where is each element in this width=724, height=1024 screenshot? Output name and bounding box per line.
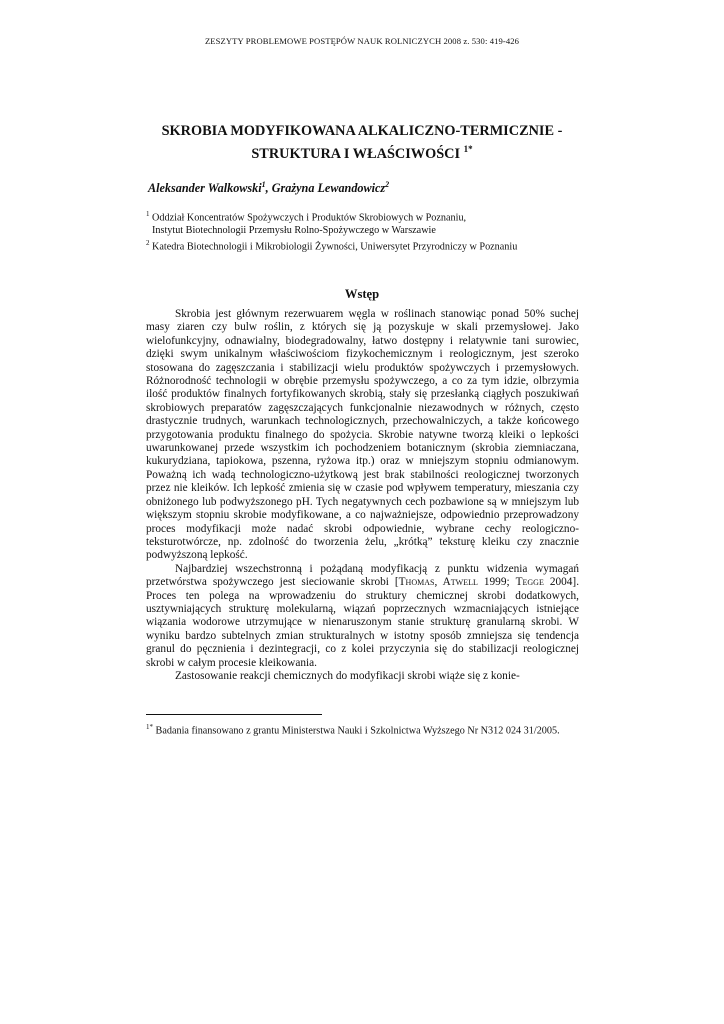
author-name: Aleksander Walkowski (148, 181, 262, 196)
affiliation-mark: 1 (146, 210, 150, 218)
citation-author: Tegge (515, 576, 544, 589)
author-list (148, 180, 608, 196)
citation-author: Thomas, Atwell (398, 576, 478, 589)
title-line-2-text: STRUKTURA I WŁAŚCIWOŚCI (251, 145, 464, 162)
footnote-divider (146, 714, 322, 715)
author-name: Grażyna Lewandowicz (271, 181, 386, 196)
paragraph: Skrobia jest głównym rezerwuarem węgla w roślinach stanowiąc ponad 50% suchej masy ziaren czy bulw roślin, z których się ją pozyskuje w skali przemysłowej. Jako wielofunkcyjny, odnawialny, biodegradowalny, łatwo dostępny i relatywnie tani surowiec, dzięki swym unikalnym właściwościom fizykochemicznym i reologicznym, jest szeroko stosowana do zagęszczania i stabilizacji wielu produktów spożywczych i przemysłowych. Różnorodność technologii w obrębie przemysłu spożywczego, a co za tym idzie, olbrzymia ilość produktów finalnych fortyfikowanych skrobią, stały się przesłanką ciągłych poszukiwań skrobiowych preparatów zagęszczających funkcjonalnie niezawodnych w różnych, często drastycznie trudnych, warunkach technologicznych, przechowalniczych, a także końcowego przygotowania produktu finalnego do spożycia. Skrobie natywne tworzą kleiki o lepkości uwarunkowanej przede wszystkim ich pochodzeniem botanicznym (skrobia ziemniaczana, kukurydziana, tapiokowa, pszenna, ryżowa itp.) oraz w mniejszym stopniu odmianowym. Poważną ich wadą technologiczno-użytkową jest brak stabilności reologicznej tworzonych przez nie kleików. Ich lepkość zmienia się w czasie pod wpływem temperatury, mieszania czy obniżonego lub podwyższonego pH. Tych negatywnych cech pozbawione są w mniejszym lub większym stopniu skrobie modyfikowane, a co najważniejsze, odpowiednio przeprowadzony proces modyfikacji może nadać skrobi odpowiednie, wybrane cechy reologiczno-teksturotwórcze, np. zdolność do tworzenia żelu, „krótką” teksturę kleiku czy znacznie podwyższoną lepkość. (146, 308, 579, 562)
affiliation-text: Katedra Biotechnologii i Mikrobiologii Żywności, Uniwersytet Przyrodniczy w Poznaniu (152, 241, 518, 253)
author-affiliation-mark: 1 (261, 180, 266, 189)
article-title (120, 122, 604, 163)
paragraph: Zastosowanie reakcji chemicznych do modyfikacji skrobi wiąże się z konie- (175, 669, 520, 682)
affiliation-1-continued: Instytut Biotechnologii Przemysłu Rolno-Spożywczego w Warszawie (152, 224, 436, 236)
paragraph (146, 563, 579, 670)
author-separator: , (265, 181, 272, 196)
title-line-2 (120, 140, 604, 163)
paragraph-text: Najbardziej wszechstronną i pożądaną modyfikacją z punktu widzenia wymagań przetwórstwa spożywczego jest sieciowanie skrobi [ (146, 562, 579, 589)
section-heading: Wstęp (344, 287, 380, 301)
affiliation-2 (146, 237, 586, 254)
author-affiliation-mark: 2 (385, 180, 390, 189)
affiliation-1 (146, 208, 586, 225)
footnote (146, 721, 579, 737)
affiliation-mark: 2 (146, 239, 150, 248)
affiliation-text: Oddział Koncentratów Spożywczych i Produktów Skrobiowych w Poznaniu, (152, 212, 467, 224)
affiliations (146, 208, 586, 254)
citation-year: 2004] (543, 576, 577, 589)
running-head: ZESZYTY PROBLEMOWE POSTĘPÓW NAUK ROLNICZYCH 2008 z. 530: 419-426 (204, 36, 520, 46)
title-footnote-mark: 1* (463, 144, 473, 154)
citation-year: 1999; (477, 576, 516, 589)
footnote-text: Badania finansowano z grantu Ministerstwa Nauki i Szkolnictwa Wyższego Nr N312 024 31/2005. (153, 725, 560, 737)
title-line-1: SKROBIA MODYFIKOWANA ALKALICZNO-TERMICZNIE - (161, 123, 563, 139)
paragraph-text: . Proces ten polega na wprowadzeniu do struktury chemicznej skrobi dodatkowych, usztywniających strukturę molekularną, wiązań poprzecznych wzmacniających istniejące wiązania wodorowe utrzymujące w nienaruszonym stanie strukturę granularną skrobi. W wyniku bardzo subtelnych zmian strukturalnych w istotny sposób zmniejsza się tendencja granul do pęcznienia i dezintegracji, co z kolei przyczynia się do stabilizacji reologicznej skrobi w całym procesie kleikowania. (146, 576, 580, 669)
footnote-mark: 1* (146, 723, 153, 731)
body-text (146, 308, 579, 683)
